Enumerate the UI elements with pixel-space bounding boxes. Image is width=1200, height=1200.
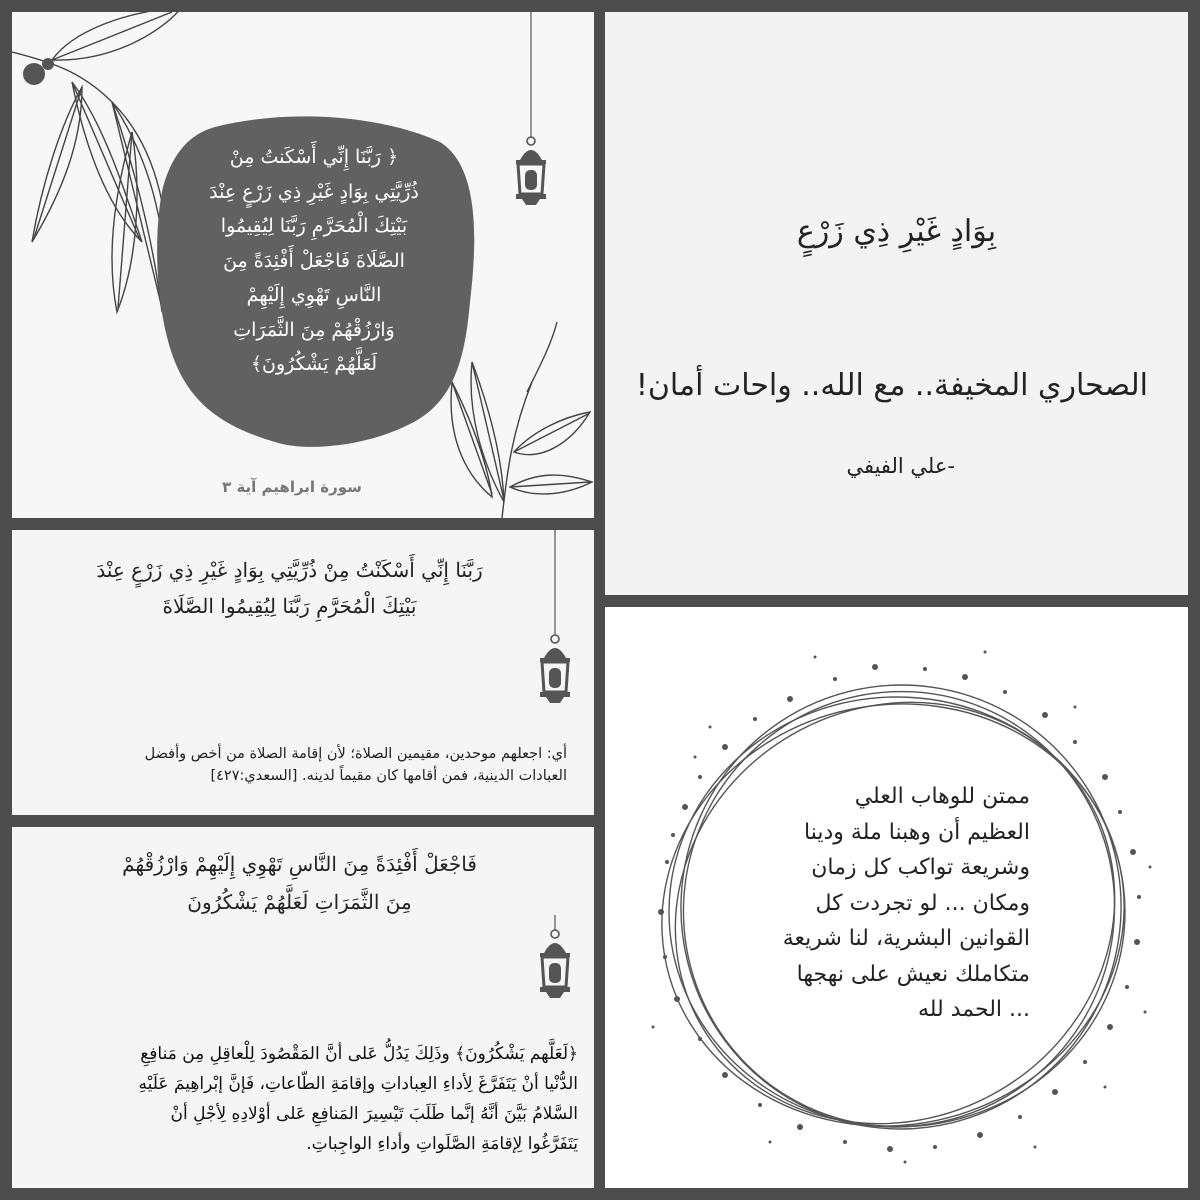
verse-line: بَيْتِكَ الْمُحَرَّمِ رَبَّنَا لِيُقِيمُوا الصَّلَاةَ <box>162 594 417 618</box>
tafsir-line: الدُّنْيا أنْ يَتَفَرَّغَ لِأداءِ العِباداتِ وإقامَةِ الطّاعاتِ، فَإنَّ إبْراهِيمَ عَلَيْهِ <box>138 1074 578 1094</box>
tafsir-line: ﴿لَعَلَّهم يَشْكُرُونَ﴾ وذَلِكَ يَدُلُّ عَلى أنَّ المَقْصُودَ لِلْعاقِلِ مِن مَنافِعِ <box>140 1044 578 1064</box>
gratitude-card <box>605 607 1188 1188</box>
surah-caption: سورة ابراهيم آية ٣ <box>222 478 362 496</box>
lantern-icon <box>506 12 556 222</box>
verse-line: ﴿ رَبَّنَا إِنِّي أَسْكَنتُ مِنْ <box>229 146 399 168</box>
verse-line: رَبَّنَا إِنِّي أَسْكَنْتُ مِنْ ذُرِّيَّتِي بِوَادٍ غَيْرِ ذِي زَرْعٍ عِنْدَ <box>96 558 483 582</box>
quote-author: -علي الفيفي <box>846 454 955 478</box>
verse-tafsir-card <box>12 827 594 1188</box>
verse-line: مِنَ الثَّمَرَاتِ لَعَلَّهُمْ يَشْكُرُونَ <box>187 890 412 914</box>
verse-tafsir-card <box>12 530 594 815</box>
gratitude-line: وشريعة تواكب كل زمان <box>811 855 1030 880</box>
verse-text-block <box>32 552 547 624</box>
tafsir-line: أي: اجعلهم موحدين، مقيمين الصلاة؛ لأن إقامة الصلاة من أخص وأفضل <box>144 746 567 762</box>
lantern-icon <box>530 915 580 1015</box>
verse-line: فَاجْعَلْ أَفْئِدَةً مِنَ النَّاسِ تَهْوِي إِلَيْهِمْ وَارْزُقْهُمْ <box>122 852 477 876</box>
tafsir-line: يَتَفَرَّغُوا لِإقامَةِ الصَّلَواتِ وأداءِ الواجِباتِ. <box>306 1134 578 1154</box>
quote-card <box>605 12 1188 595</box>
verse-line: ذُرِّيَّتِي بِوَادٍ غَيْرِ ذِي زَرْعٍ عِنْدَ <box>209 180 419 203</box>
tafsir-line: السَّلامُ بَيَّنَ أنَّهُ إنَّما طَلَبَ تَيْسِيرَ المَنافِعِ عَلى أوْلادِهِ لِأجْلِ أنْ <box>170 1104 578 1124</box>
gratitude-line: القوانين البشرية، لنا شريعة <box>782 926 1030 951</box>
verse-line: الصَّلَاةَ فَاجْعَلْ أَفْئِدَةً مِنَ <box>223 249 405 272</box>
gratitude-line: ممتن للوهاب العلي <box>854 784 1030 809</box>
verse-text-block <box>32 845 567 921</box>
lantern-icon <box>530 530 580 720</box>
gratitude-line: متكاملك نعيش على نهجها <box>796 961 1030 987</box>
gratitude-line: ومكان ... لو تجردت كل <box>815 890 1030 916</box>
verse-line: بَيْتِكَ الْمُحَرَّمِ رَبَّنَا لِيُقِيمُوا <box>220 215 408 237</box>
verse-text-block <box>180 140 448 382</box>
tafsir-line: العبادات الدينية، فمن أقامها كان مقيماً لدينه. [السعدي:٤٢٧] <box>210 768 567 784</box>
verse-card-blob <box>12 12 594 518</box>
verse-line: النَّاسِ تَهْوِي إِلَيْهِمْ <box>246 284 382 306</box>
card-title: بِوَادٍ غَيْرِ ذِي زَرْعٍ <box>796 214 997 249</box>
tafsir-text-block <box>26 1039 578 1159</box>
quote-text: الصحاري المخيفة.. مع الله.. واحات أمان! <box>635 368 1148 403</box>
gratitude-line: ... الحمد لله <box>917 997 1030 1022</box>
verse-line: لَعَلَّهُمْ يَشْكُرُونَ﴾ <box>250 353 378 375</box>
gratitude-text-block <box>745 779 1030 1028</box>
verse-line: وَارْزُقْهُمْ مِنَ الثَّمَرَاتِ <box>233 318 395 341</box>
tafsir-text-block <box>32 743 567 787</box>
gratitude-line: العظيم أن وهبنا ملة ودينا <box>804 819 1030 845</box>
